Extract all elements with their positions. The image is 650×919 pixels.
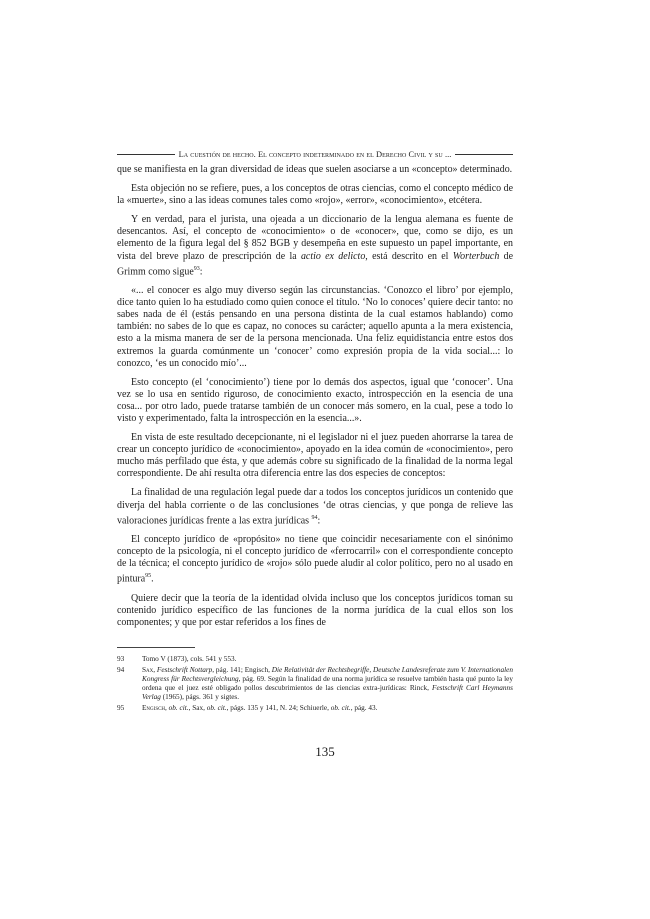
paragraph-1: que se manifiesta en la gran diversidad de ideas que suelen asociarse a un «concepto» determinado. [117, 164, 513, 175]
running-head [117, 150, 513, 159]
footnote-separator [117, 647, 195, 648]
footnote-text: Sax, Festschrift Nottarp, pág. 141; Engisch, Die Relativität der Rechtsbegriffe, Deutsche Landesreferate zum V. Internationalen Kongress für Rechtsvergleichung, pág. 69. Según la finalidad de una norma jurídica se resuelve también hasta qué punto la ley ordena que el juez esté obligado pollos descubrimientos de las ciencias extra-jurídicas: Rinck, Festschrift Carl Heymanns Verlag (1965), págs. 361 y sigtes. [142, 666, 513, 702]
footnote-ref-93[interactable]: 93 [193, 265, 200, 272]
footnote-95 [117, 704, 513, 713]
paragraph-6: En vista de este resultado decepcionante, ni el legislador ni el juez pueden ahorrarse la tarea de crear un concepto jurídico de «conocimiento», apoyado en la idea común de «conocimiento», pero mucho más perfilado que ésta, y que además cobre su significado de la finalidad de la norma legal correspondiente. De ahí resulta otra diferencia entre las dos especies de conceptos: [117, 432, 513, 480]
footnote-number: 94 [117, 666, 125, 675]
paragraph-7: La finalidad de una regulación legal puede dar a todos los conceptos jurídicos un contenido que diverja del habla corriente o de las conclusiones ‘de otras ciencias, y que ponga de relieve las valoraciones jurídicas frente a las extra jurídicas $^{94}$: [117, 487, 513, 526]
page-number: 135 [315, 744, 335, 759]
footnote-94 [117, 666, 513, 702]
body-text [117, 164, 513, 636]
running-head-rule-left [117, 154, 175, 155]
footnote-ref-95[interactable]: 95 [145, 573, 152, 580]
running-head-rule-right [455, 154, 513, 155]
paragraph-2: Esta objeción no se refiere, pues, a los conceptos de otras ciencias, como el concepto médico de la «muerte», sino a las ideas comunes tales como «rojo», «error», «conocimiento», etcétera. [117, 183, 513, 207]
paragraph-8: El concepto jurídico de «propósito» no tiene que coincidir necesariamente con el sinónimo concepto de la psicología, ni el concepto jurídico de «ferrocarril» con el correspondiente concepto de la técnica; el concepto jurídico de «rojo» sólo puede aludir al color político, pero no al usado en pintura$^{95}$. [117, 534, 513, 585]
footnote-text: Tomo V (1873), cols. 541 y 553. [142, 655, 237, 663]
quote-paragraph-1: «... el conocer es algo muy diverso según las circunstancias. ‘Conozco el libro’ por ejemplo, dice tanto quien lo ha estudiado como quien conoce el título. ‘No lo conoces’ quiere decir tanto: no sabes nada de él (estás pensando en una persona distinta de la cual estamos hablando) como también: no sabes de lo que es capaz, no conoces su carácter; aquello apunta a la mera existencia, esto a la misma manera de ser de la persona mencionada. Una feliz equidistancia entre estos dos extremos la guarda comúnmente un ‘conocer’ como expresión propia de la vida social...: lo conozco, ‘es un conocido mío’... [117, 285, 513, 369]
paragraph-3: Y en verdad, para el jurista, una ojeada a un diccionario de la lengua alemana es fuente de desencantos. Así, el concepto de «conocimiento» o de «conocer», que, como se dijo, es un elemento de la figura legal del § 852 BGB y desempeña en este supuesto un papel importante, en vista del breve plazo de prescripción de la actio ex delicto, está descrito en el Worterbuch de Grimm como sigue$^{93}$: [117, 214, 513, 277]
quote-paragraph-2: Esto concepto (el ‘conocimiento’) tiene por lo demás dos aspectos, igual que ‘conocer’. Una vez se lo usa en sentido riguroso, de conocimiento exacto, introspección en la esencia de una cosa... por otro lado, puede tratarse también de un conocer más somero, en la cual, pese a todo lo visto y experimentado, falta la introspección en la esencia...». [117, 376, 513, 424]
footnote-ref-94[interactable]: 94 [311, 514, 318, 521]
footnote-number: 95 [117, 704, 125, 713]
running-head-text: La cuestión de hecho. El concepto indeterminado en el Derecho Civil y su ... [178, 150, 452, 159]
paragraph-9: Quiere decir que la teoría de la identidad olvida incluso que los conceptos jurídicos toman su contenido jurídico específico de las funciones de la norma jurídica de la cual ellos son los componentes; y que por estar referidos a los fines de [117, 592, 513, 628]
footnotes [117, 655, 513, 716]
footnote-number: 93 [117, 655, 125, 663]
footnote-text: Engisch, ob. cit., Sax, ob. cit., págs. 135 y 141, N. 24; Schiuerle, ob. cit., pág. 43. [142, 704, 378, 713]
footnote-93 [117, 655, 513, 664]
